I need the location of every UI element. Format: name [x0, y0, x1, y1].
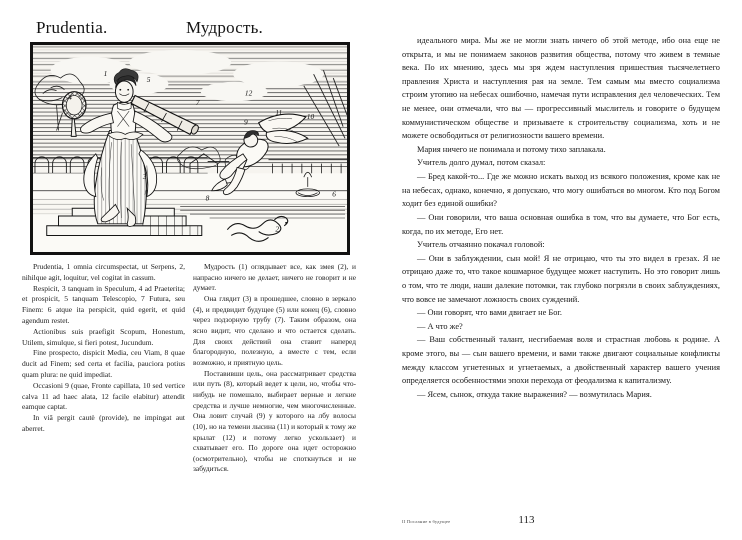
- woodcut-svg: [33, 45, 347, 252]
- body-para-7: — Они в заблуждении, сын мой! Я не отрицаю, что ты это видел в грезах. Я не отрицаю даже то, что такое кошмарное будущее может наступить. Но это говорит лишь о том, что те люди, наши далекие потомки, так глубоко погрязли в своих заблуждениях, что вовсе не замечают ложность своих суждений.: [402, 253, 720, 304]
- body-para-6: Учитель отчаянно покачал головой:: [417, 240, 545, 250]
- latin-para-3: Actionibus suis praefigit Scopum, Honestum, Utilem, simulque, si fieri potest, Jucundum.: [22, 326, 185, 347]
- body-para-11: — Ясем, сынок, откуда такие выражения? — возмутилась Мария.: [417, 389, 652, 399]
- body-para-10: — Ваш собственный талант, несгибаемая воля и страстная любовь к родине. А кроме этого, вы — сын вашего времени, и вами также двигают социальные конфликты между классом угнетенных и угнетаемых, а двойственный характер вашего учения определяется особенностями эпохи перехода от феодализма к капитализму.: [402, 335, 720, 386]
- body-para-4: — Бред какой-то... Где же можно искать выход из всякого положения, кроме как не на небесах, однако, конечно, я допускаю, что могу ошибаться во многом. Кто под Богом ходит без единой ошибки?: [402, 172, 720, 209]
- right-page: [372, 0, 742, 540]
- page-footer: [402, 514, 720, 526]
- body-para-9: — А что же?: [417, 321, 463, 331]
- prudentia-woodcut-illustration: [30, 42, 350, 255]
- heading-latin: Prudentia.: [36, 18, 108, 37]
- russian-gloss-para-1: Мудрость (1) оглядывает все, как змея (2), и напрасно ничего не делает, ничего не говорит и не думает.: [193, 262, 356, 293]
- latin-para-5: Occasioni 9 (quae, Fronte capillata, 10 sed vertice calva 11 ad haec alata, 12 facile elabitur) attendit eamque captat.: [22, 380, 185, 412]
- page-number: 113: [518, 514, 535, 526]
- body-para-1: идеального мира. Мы же не могли знать ничего об этой методе, ибо она еще не открыта, и мы не понимаем законов развития общества, потому что живем в темные века. По их мнению, здесь мы зря ждем наступления пришествия тысячелетнего правления Христа и наступления рая на земле. Тем самым мы вместо социализма строим утопию на небесах ошибочно, намечая пути исправления дел человеческих. Тем не менее, они отмечали, что вы — прогрессивный мыслитель и говорите о будущем коммунистическом обществе и призываете к строительству социализма, хоть и не можете освободиться от религиозности вашего времени.: [402, 36, 720, 141]
- body-para-8: — Они говорят, что вами двигает не Бог.: [417, 308, 563, 318]
- latin-para-1: Prudentia, 1 omnia circumspectat, ut Serpens, 2, nihilque agit, loquitur, vel cogitat in cassum.: [22, 262, 185, 282]
- svg-text:4: 4: [68, 92, 72, 102]
- svg-text:12: 12: [244, 88, 253, 98]
- russian-gloss-para-2: Она глядит (3) в прошедшее, словно в зеркало (4), и предвидит будущее (5) или конец (6), словно через подзорную трубу (7). Таким образом, она ясно видит, что сделано и что остается сделать. Для своих действий она ставит наперед благородную, полезную, а вместе с тем, если возможно, и приятную цель.: [193, 293, 356, 367]
- svg-text:5: 5: [146, 74, 151, 84]
- latin-para-6: In viâ pergit cautè (provide), ne impingat aut aberret.: [22, 413, 185, 433]
- svg-text:1: 1: [103, 69, 108, 79]
- svg-text:11: 11: [275, 108, 283, 117]
- right-page-body: [402, 34, 720, 401]
- body-para-5: — Они говорили, что ваша основная ошибка в том, что вы думаете, что Бог есть, когда, по их методе, Его нет.: [402, 212, 720, 236]
- svg-text:10: 10: [306, 111, 315, 121]
- heading-russian: Мудрость.: [186, 18, 263, 37]
- body-para-2: Мария ничего не понимала и потому тихо заплакала.: [417, 144, 606, 154]
- svg-text:8: 8: [205, 193, 210, 203]
- latin-para-4: Fine prospecto, dispicit Media, ceu Viam, 8 quae ducit ad Finem; sed certa et facilia, pauciora potius quam plura: ne quid impediat.: [22, 348, 185, 379]
- svg-text:3: 3: [142, 172, 147, 182]
- latin-text-column: [22, 262, 185, 475]
- russian-gloss-para-3: Поставивши цель, она рассматривает средства или путь (8), который ведет к цели, но, чтобы что-нибудь не помешало, выбирает верные и легкие средства и лучше немногие, чем многочисленные. Она ловит случай (9) у которого на лбу волосы (10), но на темени лысина (11) и который к тому же крылат (12) и потому легко ускользает) и схватывает его. По дороге она идет осторожно (осмотрительно), чтобы не споткнуться и не забудиться.: [193, 368, 356, 474]
- page-headings: [0, 18, 372, 38]
- svg-text:7: 7: [195, 98, 200, 108]
- body-para-3: Учитель долго думал, потом сказал:: [417, 158, 546, 168]
- russian-gloss-column: [193, 262, 356, 475]
- latin-para-2: Respicit, 3 tanquam in Speculum, 4 ad Praeterita; et prospicit, 5 tanquam Telescopio, 7 Futura, seu Finem: 6 atque ita perspicit, quid egerit, et quid agendum restet.: [22, 283, 185, 325]
- running-head: II Послание в будущее: [402, 519, 451, 524]
- svg-text:9: 9: [243, 117, 248, 127]
- svg-text:6: 6: [332, 189, 336, 199]
- bilingual-columns: [22, 262, 356, 475]
- svg-text:2: 2: [275, 224, 280, 234]
